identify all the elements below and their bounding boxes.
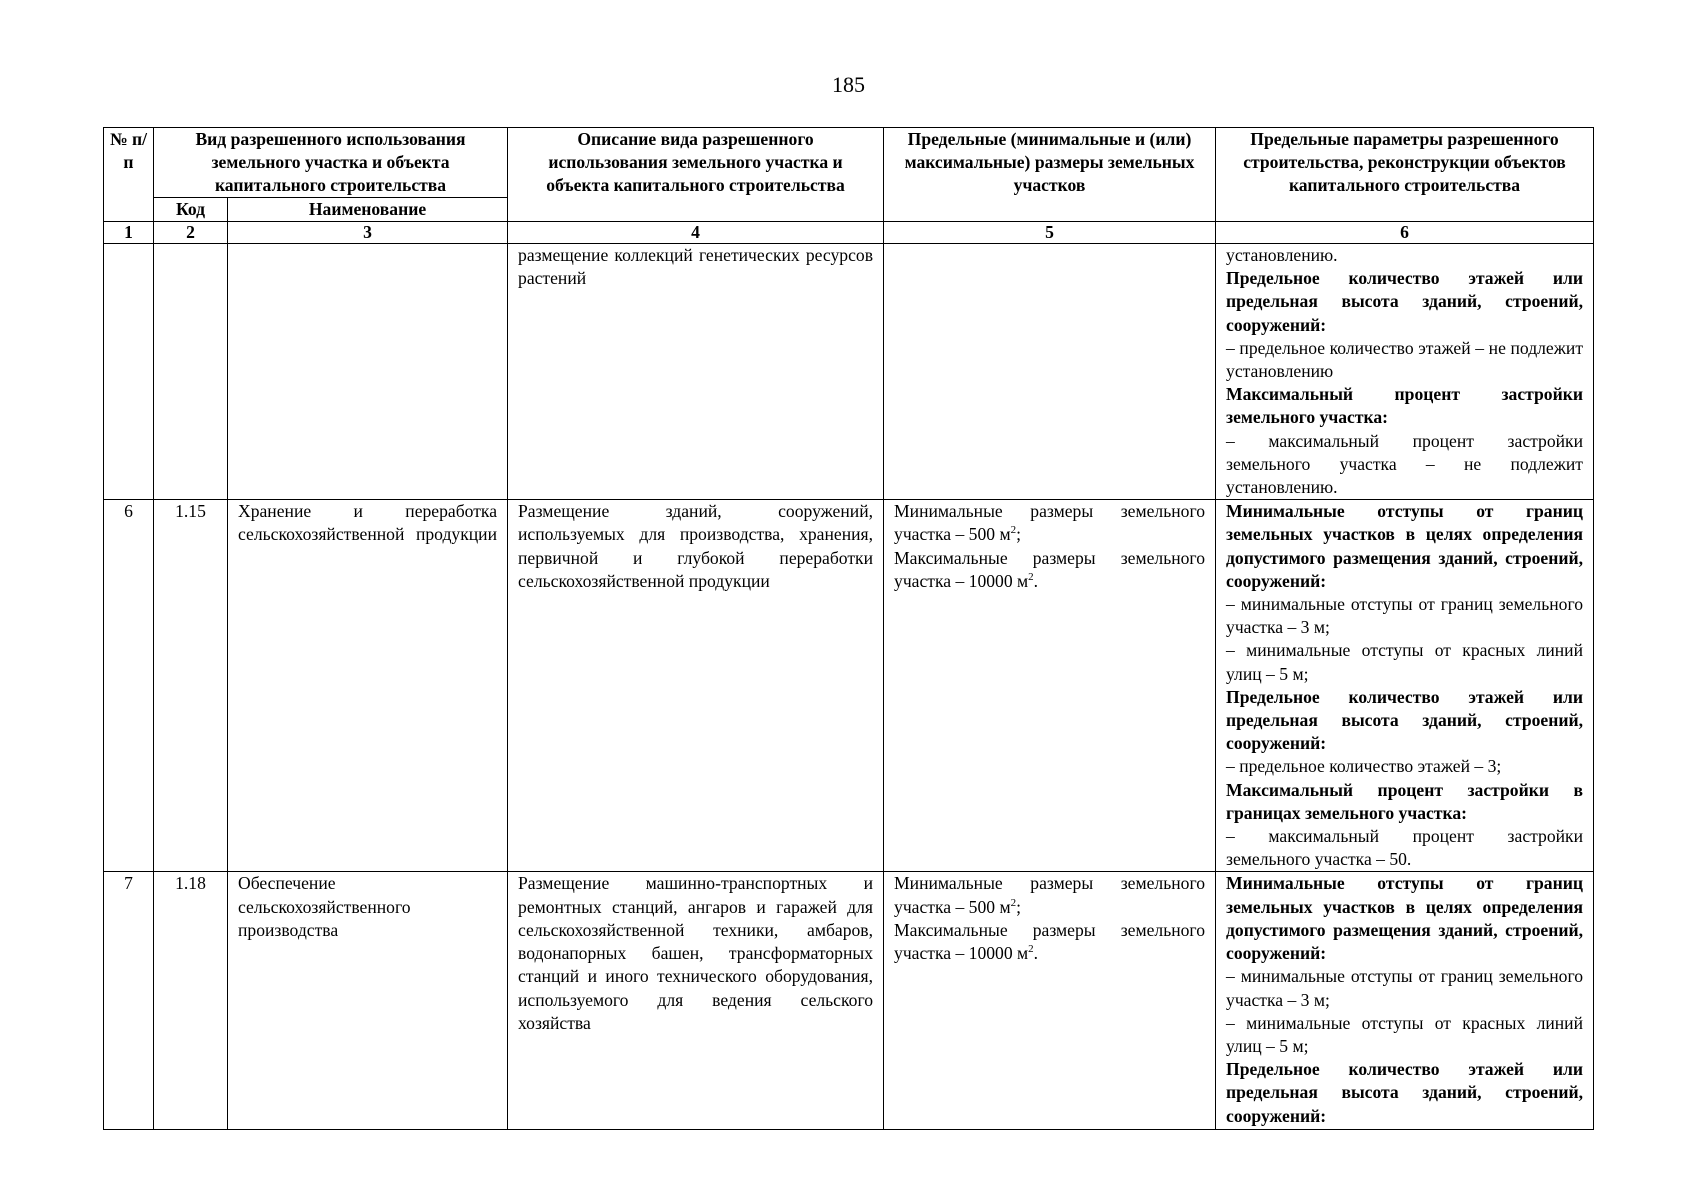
cell-description: Размещение зданий, сооружений, используемых для производства, хранения, первичной и глубокой переработки сельскохозяйственной продукции — [508, 500, 884, 872]
table-row-6 — [104, 500, 1594, 872]
header-name: Наименование — [228, 198, 508, 222]
column-numbers-row — [104, 222, 1594, 244]
param-line: – максимальный процент застройки земельного участка – не подлежит установлению. — [1226, 430, 1584, 498]
cell-description: размещение коллекций генетических ресурсов растений — [508, 244, 884, 500]
param-line: – предельное количество этажей – не подлежит установлению — [1226, 337, 1584, 382]
param-line: – максимальный процент застройки земельного участка – 50. — [1226, 826, 1584, 870]
table-row-7 — [104, 872, 1594, 1130]
cell-params — [1216, 500, 1594, 872]
cell-sizes — [884, 872, 1216, 1130]
table-header-row — [104, 128, 1594, 198]
cell-code: 1.18 — [154, 872, 228, 1130]
cell-num: 7 — [104, 872, 154, 1130]
table-row-continuation — [104, 244, 1594, 500]
cell-name: Обеспечение сельскохозяйственного производства — [228, 872, 508, 1130]
cell-num — [104, 244, 154, 500]
header-vri: Вид разрешенного использования земельного участка и объекта капитального строительства — [154, 128, 508, 198]
param-heading: Минимальные отступы от границ земельных участков в целях определения допустимого размещения зданий, строений, сооружений: — [1226, 873, 1584, 964]
column-number: 1 — [104, 222, 154, 244]
param-line: – минимальные отступы от границ земельного участка – 3 м; — [1226, 594, 1584, 638]
param-heading: Предельное количество этажей или предельная высота зданий, строений, сооружений: — [1226, 686, 1584, 754]
param-line: – предельное количество этажей – 3; — [1226, 756, 1502, 777]
size-min: Минимальные размеры земельного участка – 500 $м^2$; — [894, 501, 1206, 545]
param-heading: Максимальный процент застройки земельного участка: — [1226, 384, 1584, 428]
param-heading: Минимальные отступы от границ земельных участков в целях определения допустимого размещения зданий, строений, сооружений: — [1226, 501, 1584, 591]
param-line: установлению. — [1226, 245, 1338, 265]
size-max: Максимальные размеры земельного участка – 10000 $м^2$. — [894, 547, 1206, 591]
page-number: 185 — [832, 72, 865, 97]
column-number: 4 — [508, 222, 884, 244]
column-number: 5 — [884, 222, 1216, 244]
param-heading: Предельное количество этажей или предельная высота зданий, строений, сооружений: — [1226, 268, 1584, 335]
cell-name — [228, 500, 508, 872]
name-line: Хранение и переработка сельскохозяйственной продукции — [238, 501, 498, 545]
header-params: Предельные параметры разрешенного строительства, реконструкции объектов капитального строительства — [1216, 128, 1594, 222]
cell-sizes — [884, 244, 1216, 500]
land-use-table — [103, 127, 1594, 1130]
size-min: Минимальные размеры земельного участка – 500 $м^2$; — [894, 873, 1206, 917]
column-number: 3 — [228, 222, 508, 244]
param-line: – минимальные отступы от красных линий улиц – 5 м; — [1226, 1012, 1584, 1056]
cell-params — [1216, 244, 1594, 500]
header-num: № п/п — [104, 128, 154, 222]
param-line: – минимальные отступы от красных линий улиц – 5 м; — [1226, 640, 1584, 684]
param-line: – минимальные отступы от границ земельного участка – 3 м; — [1226, 966, 1584, 1010]
cell-code: 1.15 — [154, 500, 228, 872]
header-code: Код — [154, 198, 228, 222]
column-number: 6 — [1216, 222, 1594, 244]
cell-sizes — [884, 500, 1216, 872]
cell-num: 6 — [104, 500, 154, 872]
cell-description: Размещение машинно-транспортных и ремонтных станций, ангаров и гаражей для сельскохозяйственной техники, амбаров, водонапорных башен, трансформаторных станций и иного технического оборудования, используемого для ведения сельского хозяйства — [508, 872, 884, 1130]
cell-code — [154, 244, 228, 500]
column-number: 2 — [154, 222, 228, 244]
param-heading: Предельное количество этажей или предельная высота зданий, строений, сооружений: — [1226, 1059, 1584, 1126]
param-heading: Максимальный процент застройки в границах земельного участка: — [1226, 779, 1584, 823]
header-sizes: Предельные (минимальные и (или) максимальные) размеры земельных участков — [884, 128, 1216, 222]
header-description: Описание вида разрешенного использования земельного участка и объекта капитального строительства — [508, 128, 884, 222]
size-max: Максимальные размеры земельного участка – 10000 $м^2$. — [894, 919, 1206, 964]
cell-params — [1216, 872, 1594, 1130]
cell-name — [228, 244, 508, 500]
